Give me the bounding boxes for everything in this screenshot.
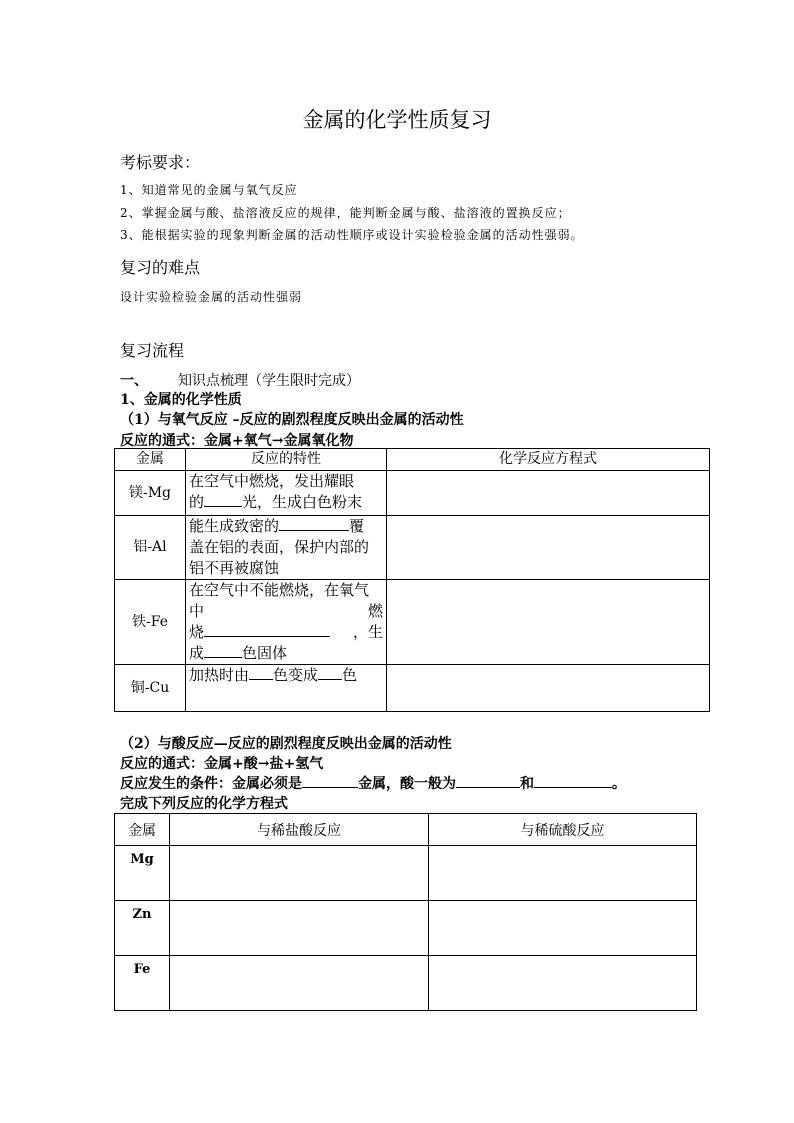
fill-blank[interactable] [204, 622, 330, 637]
property-text: 燃 [367, 602, 383, 620]
fill-blank[interactable] [456, 773, 520, 788]
property-text: 烧 [189, 623, 205, 641]
property-text: 光，生成白色粉末 [242, 493, 363, 511]
fill-blank[interactable] [279, 516, 349, 531]
property-text: 成 [189, 644, 205, 662]
metal-cell: 铜-Cu [115, 665, 186, 712]
condition-text: 反应发生的条件：金属必须是 [120, 776, 302, 792]
exam-requirement-item: 2、掌握金属与酸、盐溶液反应的规律，能判断金属与酸、盐溶液的置换反应； [120, 206, 571, 220]
property-text: 加热时由 [189, 666, 250, 684]
condition-text: 金属，酸一般为 [358, 776, 456, 792]
equation-cell[interactable] [387, 580, 710, 665]
fill-blank[interactable] [534, 773, 612, 788]
property-text: ，生 [352, 623, 383, 641]
fill-blank[interactable] [249, 665, 273, 680]
property-line: 在空气中燃烧，发出耀眼 [189, 472, 355, 490]
h2so4-equation-cell[interactable] [429, 956, 697, 1011]
property-cell [186, 516, 387, 580]
property-text: 覆 [349, 517, 365, 535]
property-line: 铝不再被腐蚀 [189, 559, 280, 577]
property-line [189, 601, 383, 622]
subsection-acid: （2）与酸反应—反应的剧烈程度反映出金属的活动性 [120, 736, 452, 752]
oxygen-general-formula: 反应的通式：金属+氧气→金属氧化物 [120, 433, 354, 449]
table-header-row [115, 814, 697, 846]
table-row [115, 901, 697, 956]
property-text: 中 [189, 602, 205, 620]
property-line: 盖在铝的表面，保护内部的 [189, 538, 370, 556]
property-text: 的 [189, 493, 205, 511]
property-cell [186, 580, 387, 665]
metal-cell: Zn [115, 901, 170, 956]
condition-text: 。 [612, 776, 626, 792]
hcl-equation-cell[interactable] [170, 956, 429, 1011]
exam-requirement-item: 3、能根据实验的现象判断金属的活动性顺序或设计实验检验金属的活动性强弱。 [120, 228, 584, 242]
col-header-equation: 化学反应方程式 [387, 449, 710, 471]
col-header-hcl: 与稀盐酸反应 [170, 814, 429, 846]
process-heading: 复习流程 [120, 341, 185, 360]
fill-blank[interactable] [204, 643, 242, 658]
property-line [189, 643, 383, 664]
condition-text: 和 [520, 776, 534, 792]
property-text: 色固体 [242, 644, 288, 662]
table-row [115, 580, 710, 665]
metal-cell: 镁-Mg [115, 471, 186, 516]
difficulty-heading: 复习的难点 [120, 258, 201, 277]
property-line [189, 622, 383, 643]
col-header-metal: 金属 [115, 449, 186, 471]
oxygen-reaction-table [114, 448, 710, 712]
acid-general-formula: 反应的通式：金属+酸→盐+氢气 [120, 756, 324, 772]
table-row [115, 665, 710, 712]
col-header-metal: 金属 [115, 814, 170, 846]
table-row [115, 516, 710, 580]
property-text: 能生成致密的 [189, 517, 280, 535]
h2so4-equation-cell[interactable] [429, 846, 697, 901]
metal-cell: 铁-Fe [115, 580, 186, 665]
property-line [189, 492, 383, 513]
table-row [115, 471, 710, 516]
part1-text: 知识点梳理（学生限时完成） [178, 373, 360, 389]
hcl-equation-cell[interactable] [170, 901, 429, 956]
page-title: 金属的化学性质复习 [302, 108, 492, 132]
acid-reaction-table [114, 813, 697, 1011]
property-cell [186, 471, 387, 516]
difficulty-text: 设计实验检验金属的活动性强弱 [120, 290, 303, 304]
property-text: 色 [342, 666, 358, 684]
equation-cell[interactable] [387, 665, 710, 712]
property-cell [186, 665, 387, 712]
fill-blank[interactable] [204, 492, 242, 507]
col-header-h2so4: 与稀硫酸反应 [429, 814, 697, 846]
property-text: 色变成 [273, 666, 319, 684]
metal-cell: Fe [115, 956, 170, 1011]
fill-blank[interactable] [302, 773, 358, 788]
equation-cell[interactable] [387, 516, 710, 580]
equation-cell[interactable] [387, 471, 710, 516]
task-instruction: 完成下列反应的化学方程式 [120, 796, 288, 812]
property-line: 在空气中不能燃烧，在氧气 [189, 581, 370, 599]
section-1-heading: 1、金属的化学性质 [120, 392, 242, 408]
property-line [189, 516, 383, 537]
fill-blank[interactable] [318, 665, 342, 680]
exam-requirement-item: 1、知道常见的金属与氧气反应 [120, 183, 298, 197]
metal-cell: Mg [115, 846, 170, 901]
subsection-oxygen: （1）与氧气反应 –反应的剧烈程度反映出金属的活动性 [120, 412, 464, 428]
reaction-condition [120, 773, 626, 793]
property-line [189, 665, 383, 686]
part1-number: 一、 [120, 373, 148, 389]
col-header-property: 反应的特性 [186, 449, 387, 471]
metal-cell: 铝-Al [115, 516, 186, 580]
table-row [115, 956, 697, 1011]
table-header-row [115, 449, 710, 471]
exam-requirements-heading: 考标要求： [120, 153, 201, 172]
h2so4-equation-cell[interactable] [429, 901, 697, 956]
table-row [115, 846, 697, 901]
hcl-equation-cell[interactable] [170, 846, 429, 901]
